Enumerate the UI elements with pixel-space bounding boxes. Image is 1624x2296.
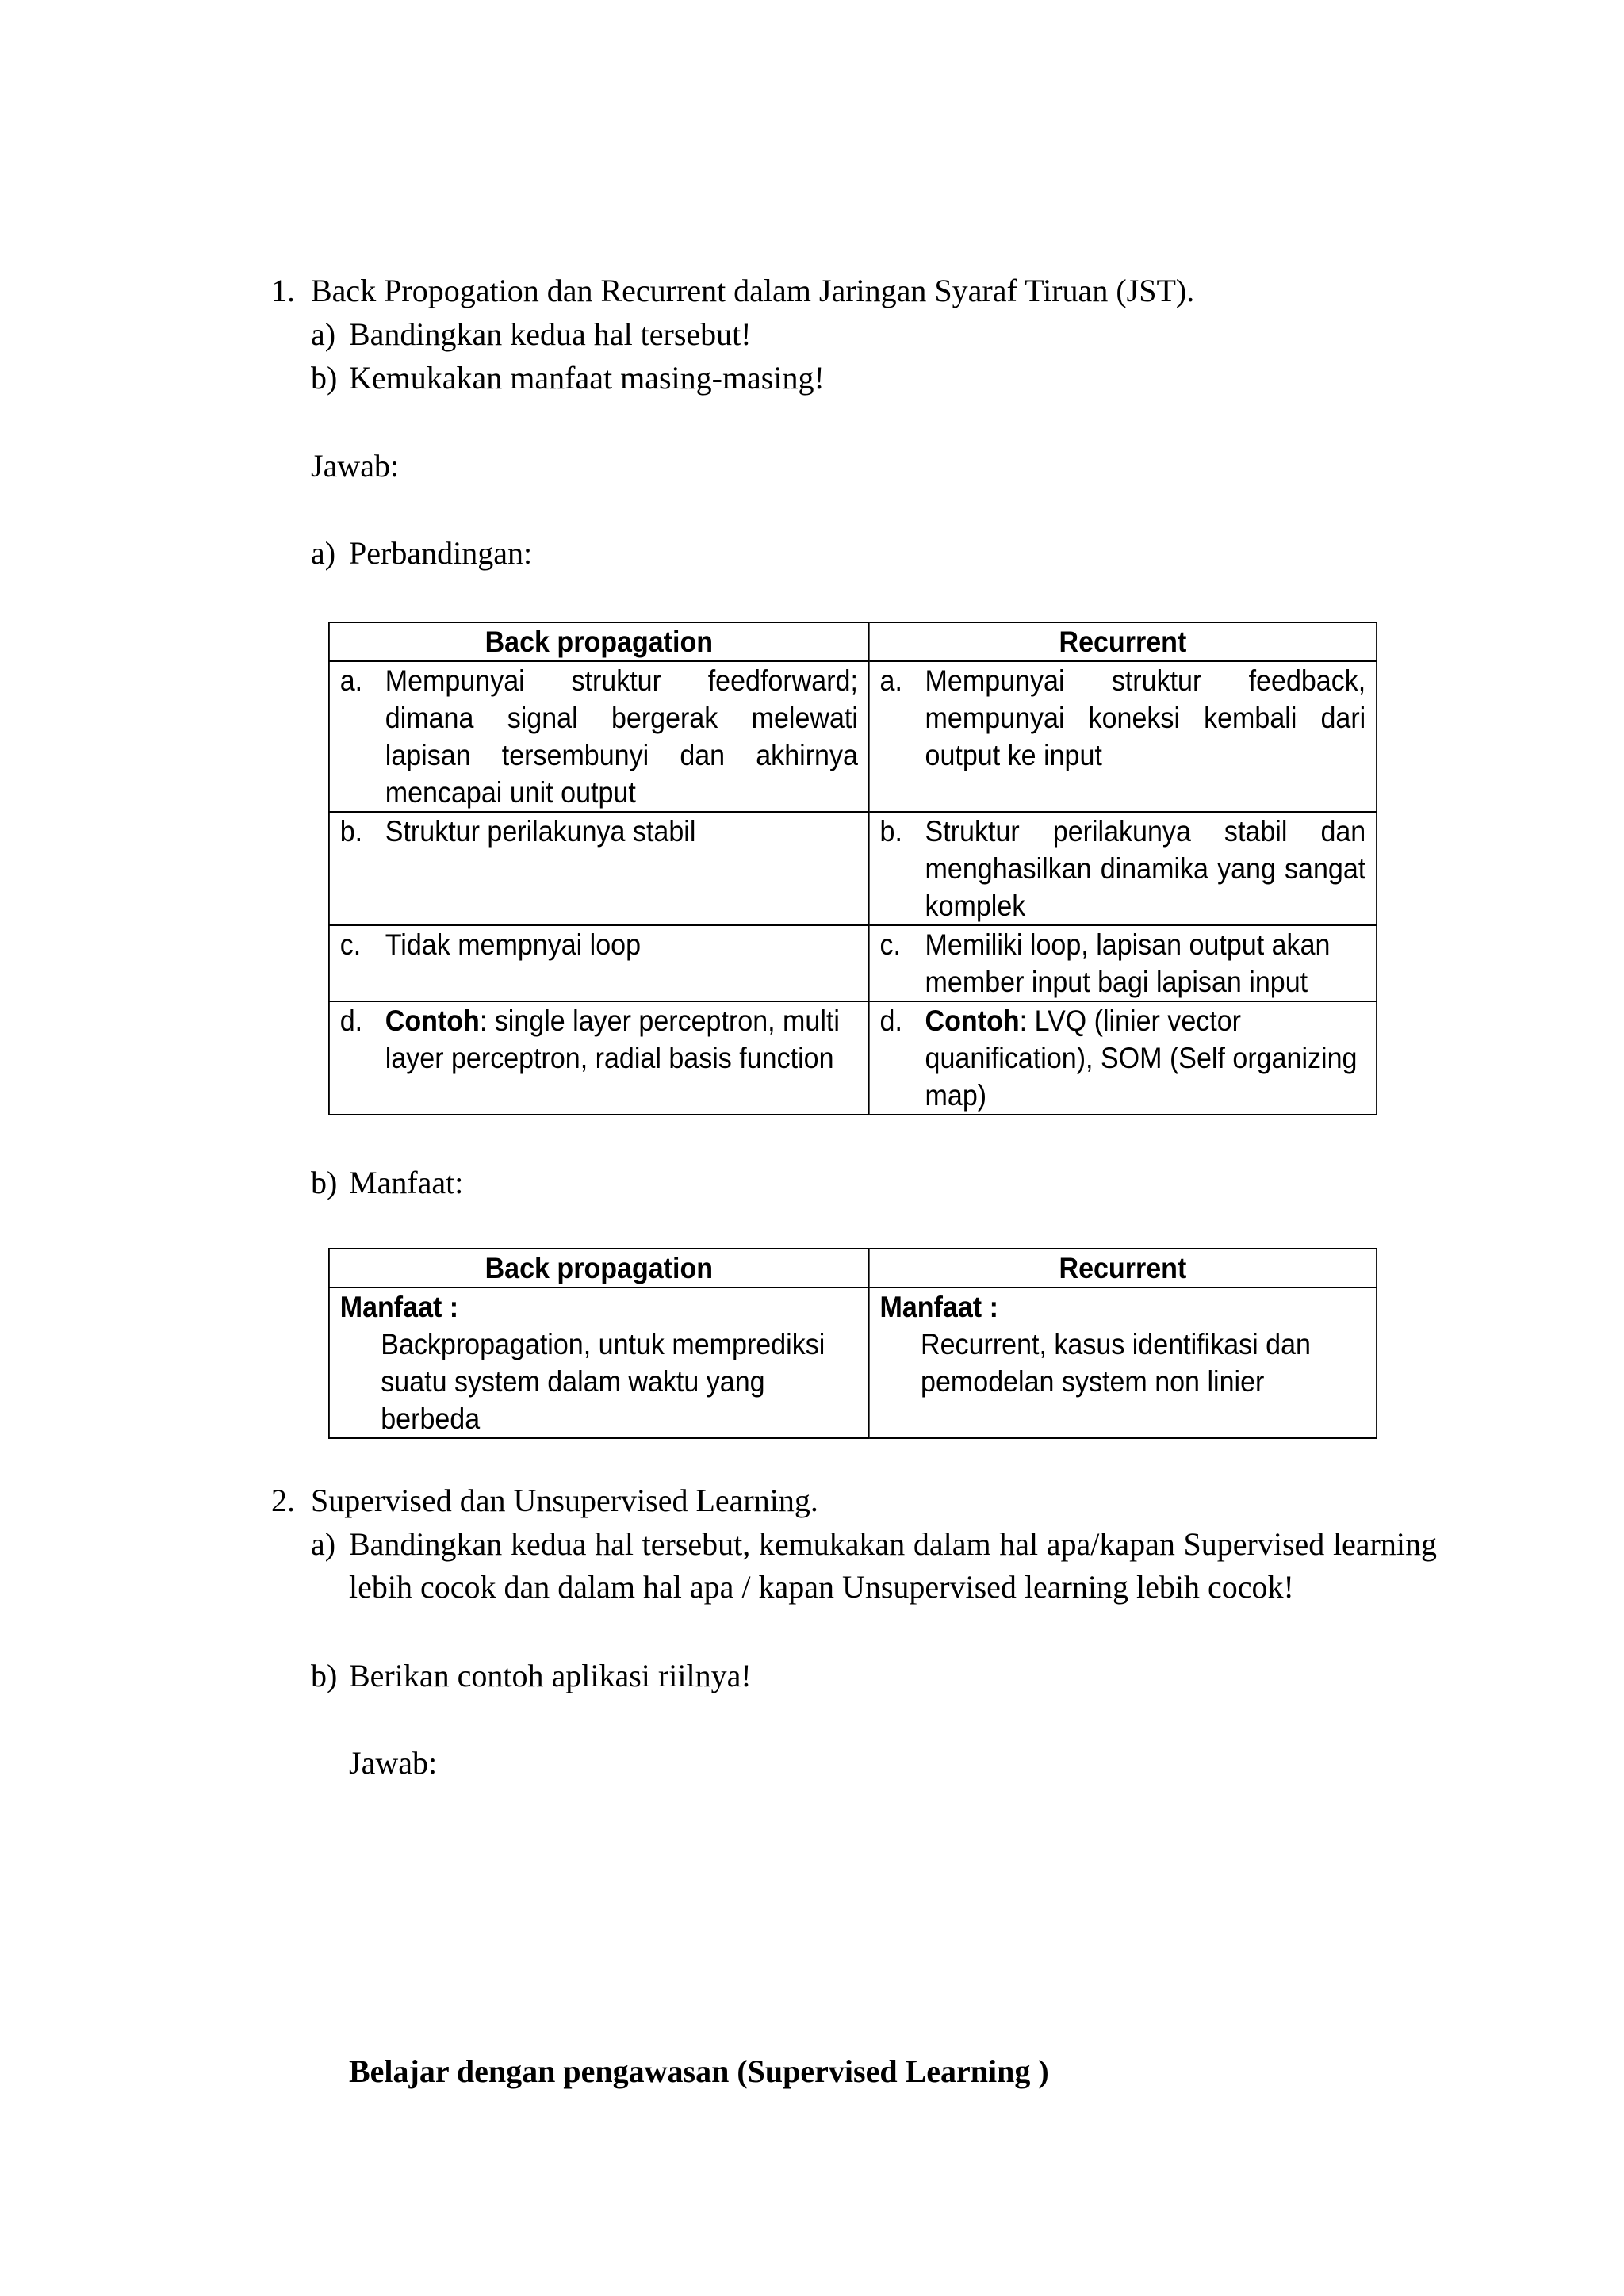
table-cell [869,1001,1377,1115]
benefit-title: Manfaat : [879,1291,998,1323]
sub-a-text: Bandingkan kedua hal tersebut, kemukakan dalam hal apa/kapan Supervised learning lebih cocok dan dalam hal apa / kapan Unsupervised learning lebih cocok! [349,1526,1437,1605]
cell-text: Mempunyai struktur feedforward; dimana signal bergerak melewati lapisan tersembunyi dan akhirnya mencapai unit output [385,664,858,809]
question-number: 1. [271,273,295,308]
row-label: a. [879,664,902,697]
table-cell [329,812,869,925]
benefit-table [328,1248,1377,1439]
part-a-label: a) [311,535,336,571]
example-bold: Contoh [925,1004,1020,1037]
sub-b-label: b) [311,1658,338,1693]
jawab-label: Jawab: [349,1745,438,1781]
row-label: d. [879,1004,902,1037]
sub-a-label: a) [311,316,336,352]
benefit-text: Backpropagation, untuk memprediksi suatu system dalam waktu yang berbeda [381,1328,825,1435]
header-recurrent: Recurrent [869,1249,1377,1288]
part-b-label: b) [311,1165,338,1200]
sub-b-label: b) [311,360,338,396]
table-row [329,1288,1377,1438]
cell-text [925,1002,1366,1114]
sub-b-text: Berikan contoh aplikasi riilnya! [349,1658,752,1693]
part-a-title: Perbandingan: [349,535,533,571]
table-cell [329,925,869,1001]
part-b-title: Manfaat: [349,1165,464,1200]
row-label: c. [339,928,362,961]
table-row [329,925,1377,1001]
sub-b-text: Kemukakan manfaat masing-masing! [349,360,825,396]
header-back-propagation: Back propagation [329,1249,869,1288]
cell-text: Tidak mempnyai loop [385,928,642,961]
question-title: Back Propogation dan Recurrent dalam Jaringan Syaraf Tiruan (JST). [311,273,1195,308]
comparison-table [328,622,1377,1115]
table-header-row [329,1249,1377,1288]
table-cell [329,1001,869,1115]
cell-text: Struktur perilakunya stabil [385,815,696,848]
cell-text: Memiliki loop, lapisan output akan member input bagi lapisan input [925,928,1331,998]
row-label: d. [339,1004,363,1037]
table-header-row [329,622,1377,661]
section-heading: Belajar dengan pengawasan (Supervised Learning ) [349,2053,1049,2089]
row-label: b. [879,815,902,848]
table-cell [329,1288,869,1438]
question-title: Supervised dan Unsupervised Learning. [311,1483,818,1518]
benefit-text: Recurrent, kasus identifikasi dan pemodelan system non linier [921,1328,1311,1398]
question-number: 2. [271,1483,295,1518]
table-cell [869,661,1377,812]
row-label: b. [339,815,363,848]
example-bold: Contoh [385,1004,480,1037]
table-row [329,812,1377,925]
example-text: : LVQ (linier vector quanification), SOM (Self organizing map) [925,1004,1358,1112]
cell-text [385,1002,858,1077]
cell-text: Struktur perilakunya stabil dan menghasilkan dinamika yang sangat komplek [925,815,1366,922]
table-cell [869,812,1377,925]
table-row [329,1001,1377,1115]
sub-a-text: Bandingkan kedua hal tersebut! [349,316,752,352]
table-cell [869,1288,1377,1438]
sub-a-label: a) [311,1526,336,1562]
example-text: : single layer perceptron, multi layer perceptron, radial basis function [385,1004,840,1074]
cell-text: Mempunyai struktur feedback, mempunyai koneksi kembali dari output ke input [925,664,1366,771]
table-row [329,661,1377,812]
row-label: a. [339,664,363,697]
row-label: c. [879,928,901,961]
table-cell [329,661,869,812]
benefit-title: Manfaat : [339,1291,459,1323]
header-recurrent: Recurrent [869,622,1377,661]
table-cell [869,925,1377,1001]
header-back-propagation: Back propagation [329,622,869,661]
jawab-label: Jawab: [311,448,400,484]
